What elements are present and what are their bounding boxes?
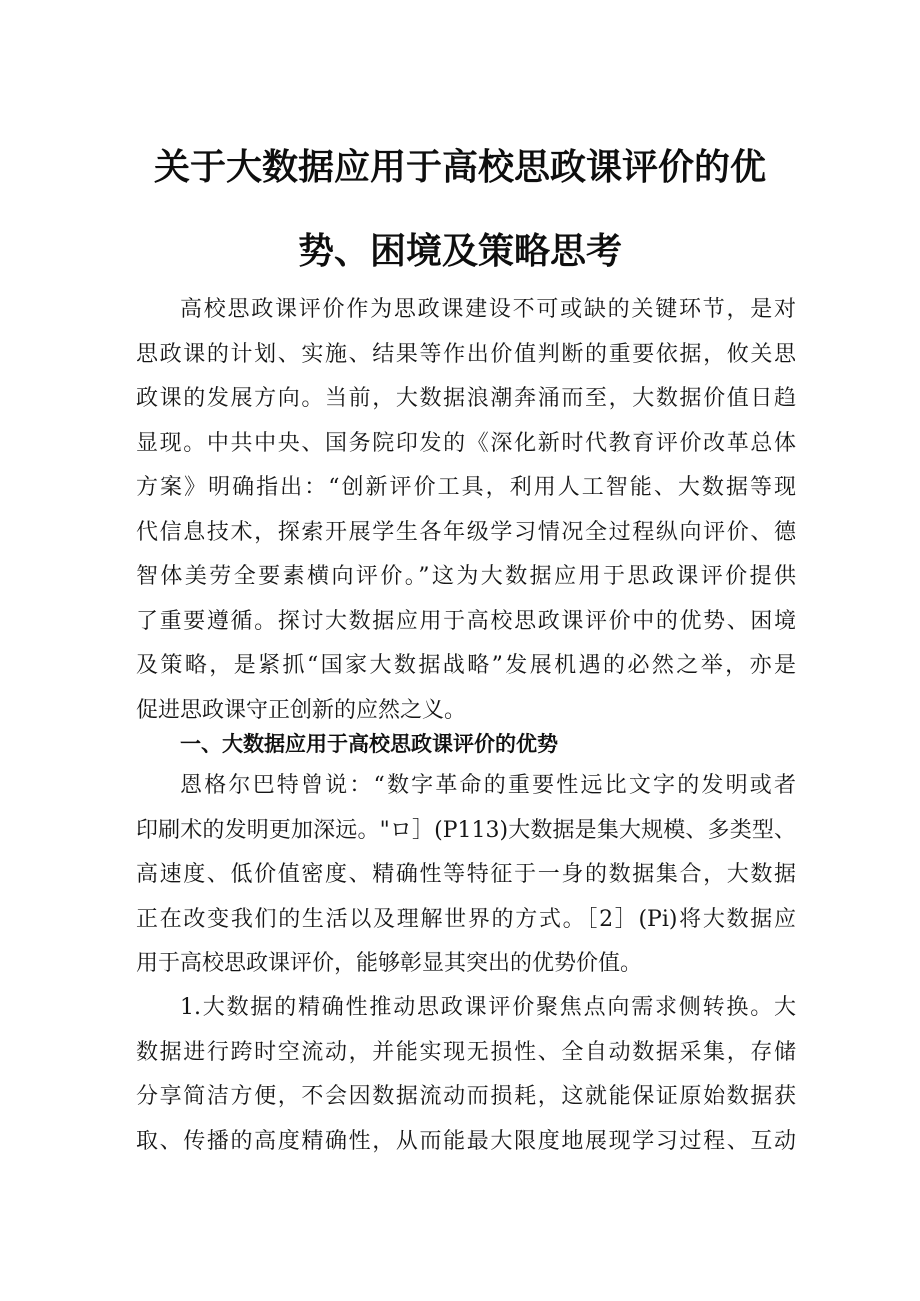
text-line: 高校思政课评价作为思政课建设不可或缺的关键环节，是对 (180, 297, 796, 322)
text-line: 及策略，是紧抓“国家大数据战略”发展机遇的必然之举，亦是 (136, 653, 796, 678)
text-line: 数据进行跨时空流动，并能实现无损性、全自动数据采集，存储 (136, 1039, 796, 1065)
text-line: 用于高校思政课评价，能够彰显其突出的优势价值。 (136, 951, 643, 976)
text-line: 恩格尔巴特曾说：“数字革命的重要性远比文字的发明或者 (180, 773, 796, 798)
paragraph-point-1 (136, 986, 796, 1164)
text-line: 正在改变我们的生活以及理解世界的方式。［2］(Pi)将大数据应 (136, 906, 796, 932)
text-line: 分享简洁方便，不会因数据流动而损耗，这就能保证原始数据获 (136, 1084, 796, 1109)
text-line: 高速度、低价值密度、精确性等特征于一身的数据集合，大数据 (136, 862, 796, 887)
text-line: 显现。中共中央、国务院印发的《深化新时代教育评价改革总体 (136, 430, 796, 456)
text-line: 1.大数据的精确性推动思政课评价聚焦点向需求侧转换。大 (180, 995, 796, 1020)
text-line: 政课的发展方向。当前，大数据浪潮奔涌而至，大数据价值日趋 (136, 386, 796, 411)
document-title-line-2: 势、困境及策略思考 (297, 231, 622, 272)
text-line: 智体美劳全要素横向评价。”这为大数据应用于思政课评价提供 (136, 564, 796, 589)
text-line: 代信息技术，探索开展学生各年级学习情况全过程纵向评价、德 (136, 519, 796, 545)
text-line: 取、传播的高度精确性，从而能最大限度地展现学习过程、互动 (136, 1128, 796, 1154)
text-line: 促进思政课守正创新的应然之义。 (136, 697, 467, 723)
section-heading-1: 一、大数据应用于高校思政课评价的优势 (180, 732, 558, 756)
text-line: 方案》明确指出：“创新评价工具，利用人工智能、大数据等现 (136, 475, 796, 500)
paragraph-engelbart (136, 764, 796, 987)
paragraph-intro (136, 288, 796, 733)
text-line: 印刷术的发明更加深远。"ロ］(P113)大数据是集大规模、多类型、 (136, 817, 796, 843)
text-line: 思政课的计划、实施、结果等作出价值判断的重要依据，攸关思 (136, 341, 796, 367)
document-title-line-1: 关于大数据应用于高校思政课评价的优 (153, 147, 766, 188)
text-line: 了重要遵循。探讨大数据应用于高校思政课评价中的优势、困境 (136, 608, 796, 634)
